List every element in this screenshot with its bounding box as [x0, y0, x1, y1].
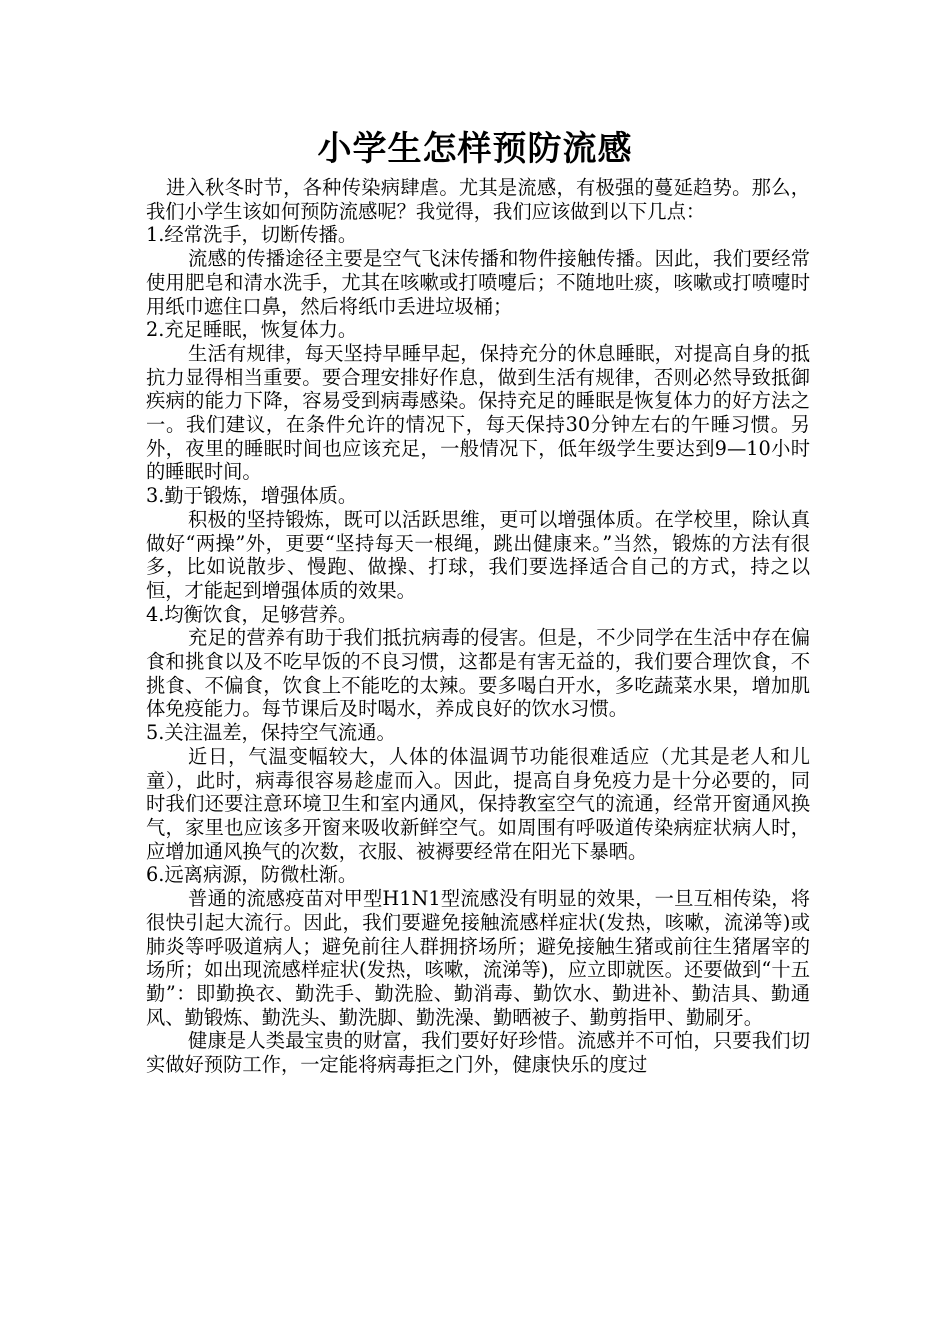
section-heading-3: 3.勤于锻炼，增强体质。	[146, 484, 358, 508]
section-paragraph-4: 充足的营养有助于我们抵抗病毒的侵害。但是，不少同学在生活中存在偏食和挑食以及不吃早饭的不良习惯，这都是有害无益的，我们要合理饮食，不挑食、不偏食，饮食上不能吃的太辣。要多喝白开水，多吃蔬菜水果，增加肌体免疫能力。每节课后及时喝水，养成良好的饮水习惯。	[146, 626, 810, 721]
closing-paragraph: 健康是人类最宝贵的财富，我们要好好珍惜。流感并不可怕，只要我们切实做好预防工作，一定能将病毒拒之门外，健康快乐的度过	[146, 1029, 810, 1077]
section-paragraph-1: 流感的传播途径主要是空气飞沫传播和物件接触传播。因此，我们要经常使用肥皂和清水洗手，尤其在咳嗽或打喷嚏后；不随地吐痰，咳嗽或打喷嚏时用纸巾遮住口鼻，然后将纸巾丢进垃圾桶；	[146, 247, 810, 318]
document-body	[146, 176, 810, 1077]
section-paragraph-3: 积极的坚持锻炼，既可以活跃思维，更可以增强体质。在学校里，除认真做好“两操”外，更要“坚持每天一根绳，跳出健康来。”当然，锻炼的方法有很多，比如说散步、慢跑、做操、打球，我们要选择适合自己的方式，持之以恒，才能起到增强体质的效果。	[146, 507, 810, 602]
section-heading-5: 5.关注温差，保持空气流通。	[146, 721, 396, 745]
intro-paragraph: 进入秋冬时节，各种传染病肆虐。尤其是流感，有极强的蔓延趋势。那么，我们小学生该如何预防流感呢？我觉得，我们应该做到以下几点：	[146, 176, 810, 223]
section-heading-2: 2.充足睡眠，恢复体力。	[146, 318, 358, 342]
section-paragraph-5: 近日，气温变幅较大，人体的体温调节功能很难适应（尤其是老人和儿童），此时，病毒很容易趁虚而入。因此，提高自身免疫力是十分必要的，同时我们还要注意环境卫生和室内通风，保持教室空气的流通，经常开窗通风换气，家里也应该多开窗来吸收新鲜空气。如周围有呼吸道传染病症状病人时，应增加通风换气的次数，衣服、被褥要经常在阳光下暴晒。	[146, 744, 810, 863]
section-heading-6: 6.远离病源，防微杜渐。	[146, 863, 358, 887]
section-heading-4: 4.均衡饮食，足够营养。	[146, 602, 358, 626]
section-paragraph-6: 普通的流感疫苗对甲型H1N1型流感没有明显的效果，一旦互相传染，将很快引起大流行。因此，我们要避免接触流感样症状(发热，咳嗽，流涕等)或肺炎等呼吸道病人；避免前往人群拥挤场所；避免接触生猪或前往生猪屠宰的场所；如出现流感样症状(发热，咳嗽，流涕等)，应立即就医。还要做到“十五勤”：即勤换衣、勤洗手、勤洗脸、勤消毒、勤饮水、勤进补、勤洁具、勤通风、勤锻炼、勤洗头、勤洗脚、勤洗澡、勤晒被子、勤剪指甲、勤刷牙。	[146, 887, 810, 1029]
section-paragraph-2: 生活有规律，每天坚持早睡早起，保持充分的休息睡眠，对提高自身的抵抗力显得相当重要。要合理安排好作息，做到生活有规律，否则必然导致抵御疾病的能力下降，容易受到病毒感染。保持充足的睡眠是恢复体力的好方法之一。我们建议，在条件允许的情况下，每天保持30分钟左右的午睡习惯。另外，夜里的睡眠时间也应该充足，一般情况下，低年级学生要达到9—10小时的睡眠时间。	[146, 341, 810, 484]
document-title: 小学生怎样预防流感	[317, 129, 633, 169]
section-heading-1: 1.经常洗手，切断传播。	[146, 223, 358, 247]
